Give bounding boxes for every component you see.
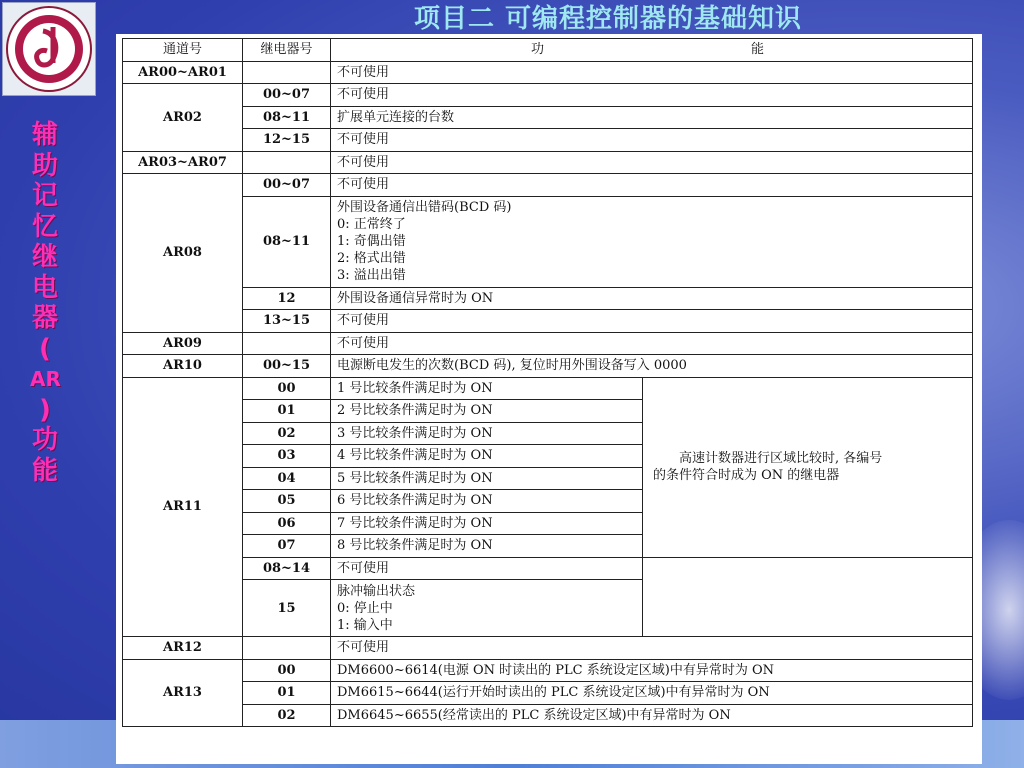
side-title-char: 助 <box>31 150 58 181</box>
function-line: 3: 溢出出错 <box>337 268 406 283</box>
function-cell: 电源断电发生的次数(BCD 码), 复位时用外围设备写入 0000 <box>331 355 973 378</box>
side-title-char: 记 <box>31 181 58 211</box>
function-line: 1: 奇偶出错 <box>337 234 406 249</box>
relay-cell: 00 <box>243 659 331 682</box>
channel-cell: AR13 <box>123 659 243 727</box>
function-cell: 7 号比较条件满足时为 ON <box>331 512 643 535</box>
function-cell: 6 号比较条件满足时为 ON <box>331 490 643 513</box>
table-paper <box>116 34 982 764</box>
relay-cell: 00~07 <box>243 174 331 197</box>
relay-cell: 13~15 <box>243 310 331 333</box>
function-cell: 1 号比较条件满足时为 ON <box>331 377 643 400</box>
side-title-char: 器 <box>31 303 58 333</box>
function-line: 1: 输入中 <box>337 617 393 633</box>
function-cell: 外围设备通信异常时为 ON <box>331 287 973 310</box>
relay-cell <box>243 332 331 355</box>
table-row <box>123 355 973 378</box>
ar-function-table <box>122 38 973 727</box>
side-title-char: ( <box>39 333 51 364</box>
header-function-right: 能 <box>751 42 765 57</box>
note-line: 的条件符合时成为 ON 的继电器 <box>653 468 840 483</box>
function-line: 脉冲输出状态 <box>337 583 416 599</box>
function-line: 2: 格式出错 <box>337 251 406 266</box>
table-row <box>123 129 973 152</box>
table-row <box>123 196 973 287</box>
channel-cell: AR02 <box>123 84 243 152</box>
function-cell: 不可使用 <box>331 61 973 84</box>
function-cell: 不可使用 <box>331 129 973 152</box>
channel-cell: AR10 <box>123 355 243 378</box>
table-row <box>123 106 973 129</box>
header-relay: 继电器号 <box>243 39 331 62</box>
channel-cell: AR08 <box>123 174 243 333</box>
channel-cell: AR09 <box>123 332 243 355</box>
function-line: 外围设备通信出错码(BCD 码) <box>337 200 512 215</box>
header-channel: 通道号 <box>123 39 243 62</box>
channel-cell: AR12 <box>123 637 243 660</box>
relay-cell: 03 <box>243 445 331 468</box>
side-title-char: 继 <box>31 242 58 272</box>
relay-cell: 08~11 <box>243 106 331 129</box>
relay-cell: 15 <box>243 580 331 637</box>
function-cell <box>331 580 643 637</box>
relay-cell: 00~15 <box>243 355 331 378</box>
relay-cell: 00~07 <box>243 84 331 107</box>
school-logo <box>2 2 96 96</box>
function-cell: DM6600~6614(电源 ON 时读出的 PLC 系统设定区域)中有异常时为 ON <box>331 659 973 682</box>
empty-cell <box>643 557 973 637</box>
relay-cell: 04 <box>243 467 331 490</box>
function-cell: DM6645~6655(经常读出的 PLC 系统设定区域)中有异常时为 ON <box>331 704 973 727</box>
table-row <box>123 377 973 400</box>
table-row <box>123 287 973 310</box>
function-cell: 不可使用 <box>331 84 973 107</box>
channel-cell: AR00~AR01 <box>123 61 243 84</box>
side-title-char: 辅 <box>31 120 58 150</box>
relay-cell: 08~14 <box>243 557 331 580</box>
note-line: 高速计数器进行区域比较时, 各编号 <box>679 451 883 466</box>
function-cell: 不可使用 <box>331 151 973 174</box>
relay-cell: 01 <box>243 400 331 423</box>
relay-cell <box>243 637 331 660</box>
function-cell: 不可使用 <box>331 174 973 197</box>
table-row <box>123 61 973 84</box>
relay-cell: 01 <box>243 682 331 705</box>
table-row <box>123 682 973 705</box>
table-row <box>123 151 973 174</box>
table-row <box>123 332 973 355</box>
table-header-row <box>123 39 973 62</box>
relay-cell: 05 <box>243 490 331 513</box>
function-cell: 8 号比较条件满足时为 ON <box>331 535 643 558</box>
relay-cell: 02 <box>243 422 331 445</box>
function-cell: 不可使用 <box>331 310 973 333</box>
channel-cell: AR03~AR07 <box>123 151 243 174</box>
function-cell <box>331 196 973 287</box>
side-title-char: 忆 <box>31 211 58 242</box>
page-title: 项目二 可编程控制器的基础知识 <box>414 4 803 34</box>
side-title-char: AR <box>30 367 61 391</box>
relay-cell: 08~11 <box>243 196 331 287</box>
header-function <box>331 39 973 62</box>
function-line: 0: 正常终了 <box>337 217 406 232</box>
side-title-char: 能 <box>31 455 58 486</box>
function-cell: 4 号比较条件满足时为 ON <box>331 445 643 468</box>
relay-cell: 07 <box>243 535 331 558</box>
table-row <box>123 704 973 727</box>
relay-cell: 02 <box>243 704 331 727</box>
function-cell: 3 号比较条件满足时为 ON <box>331 422 643 445</box>
function-cell: 不可使用 <box>331 332 973 355</box>
relay-cell <box>243 61 331 84</box>
table-row <box>123 659 973 682</box>
relay-cell: 12~15 <box>243 129 331 152</box>
table-row <box>123 174 973 197</box>
header-function-left: 功 <box>531 42 545 57</box>
function-cell: 扩展单元连接的台数 <box>331 106 973 129</box>
relay-cell: 00 <box>243 377 331 400</box>
ar11-note-cell <box>643 377 973 557</box>
table-row <box>123 310 973 333</box>
table-row <box>123 637 973 660</box>
side-title <box>30 120 60 486</box>
relay-cell <box>243 151 331 174</box>
table-row <box>123 84 973 107</box>
relay-cell: 06 <box>243 512 331 535</box>
function-cell: 不可使用 <box>331 637 973 660</box>
side-title-char: 电 <box>31 272 58 303</box>
function-cell: 5 号比较条件满足时为 ON <box>331 467 643 490</box>
channel-cell: AR11 <box>123 377 243 637</box>
table-row <box>123 557 973 580</box>
function-line: 0: 停止中 <box>337 600 393 616</box>
side-title-char: 功 <box>31 425 58 455</box>
side-title-char: ) <box>39 394 51 425</box>
function-cell: 不可使用 <box>331 557 643 580</box>
function-cell: 2 号比较条件满足时为 ON <box>331 400 643 423</box>
function-cell: DM6615~6644(运行开始时读出的 PLC 系统设定区域)中有异常时为 ON <box>331 682 973 705</box>
relay-cell: 12 <box>243 287 331 310</box>
